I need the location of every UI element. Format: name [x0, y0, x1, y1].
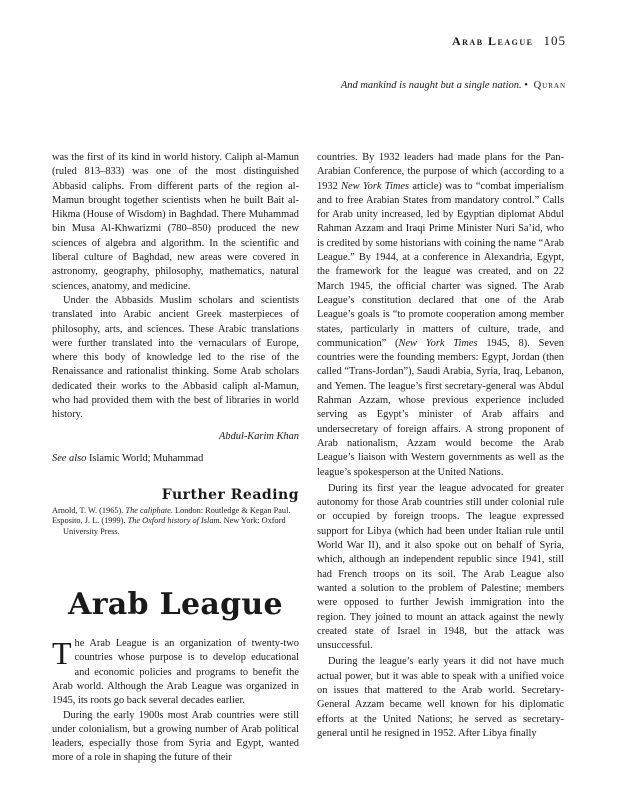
paragraph: Under the Abbasids Muslim scholars and scientists translated into Arabic ancient Greek masterpieces of philosophy, arts, and sciences. These Arabic translations were further translated into the vernaculars of Europe, where this body of knowledge led to the rise of the Renaissance and rationalist thinking. Some Arab scholars dedicated their works to the Abbasid caliph al-Mamun, who had provided them with the best of libraries in world history.	[52, 294, 299, 421]
drop-cap: T	[52, 635, 72, 672]
reference-item: Esposito, J. L. (1999). The Oxford history of Islam. New York: Oxford University Press.	[52, 516, 286, 536]
paragraph: During the early 1900s most Arab countries were still under colonialism, but a growing number of Arab political leaders, especially those from Syria and Egypt, wanted more of a role in shaping the future of their	[52, 709, 299, 764]
reference-list	[52, 506, 299, 538]
running-head: Arab League	[451, 34, 534, 48]
article-title: Arab League	[68, 587, 283, 623]
epigraph-source: Quran	[533, 80, 566, 91]
paragraph: During its first year the league advocated for greater autonomy for those Arab countries still under colonial rule or occupied by foreign troops. The league expressed support for Libya (which had been under Italian rule until World War II), and it also spoke out on behalf of Syria, which, although an independent republic since 1941, still had French troops on its soil. The Arab League also wanted a solution to the problem of Palestine; members were opposed to further Jewish immigration into the region. They joined to mount an attack against the newly created state of Israel in 1948, but the attack was unsuccessful.	[317, 482, 564, 652]
see-also	[52, 452, 299, 466]
page-number: 105	[543, 33, 566, 48]
right-column	[317, 151, 564, 743]
further-reading-heading: Further Reading	[161, 487, 299, 504]
left-column	[52, 151, 299, 766]
epigraph-quote: And mankind is naught but a single nation.	[340, 80, 522, 91]
reference-item: Arnold, T. W. (1965). The caliphate. London: Routledge & Kegan Paul.	[52, 505, 291, 515]
paragraph: was the first of its kind in world history. Caliph al-Mamun (ruled 813–833) was one of the most distinguished Abbasid caliphs. From different parts of the region al-Mamun brought together scientists when he built Bait al-Hikma (House of Wisdom) in Baghdad. There Muhammad bin Musa Al-Khwarizmi (780–850) produced the new sciences of algebra and algorithm. In the scientific and liberal culture of Baghdad, new areas were covered in astronomy, geography, philosophy, mathematics, natural sciences, anatomy, and medicine.	[52, 152, 299, 292]
lede-paragraph	[52, 637, 299, 708]
author-signature: Abdul-Karim Khan	[219, 430, 299, 442]
see-also-text: Islamic World; Muhammad	[88, 452, 204, 464]
paragraph: countries. By 1932 leaders had made plans for the Pan-Arabian Conference, the purpose of which (according to a 1932 New York Times article) was to “combat imperialism and to free Arabian States from mandatory control.” Calls for Arab unity increased, led by Egyptian diplomat Abdul Rahman Azzam and Iraqi Prime Minister Nuri Sa’id, who is credited by some historians with coining the name “Arab League.” By 1944, at a conference in Alexandria, Egypt, the framework for the league was created, and on 22 March 1945, the official charter was signed. The Arab League’s constitution declared that one of the Arab League’s goals is “to promote cooperation among member states, particularly in matters of culture, trade, and communication” (New York Times 1945, 8). Seven countries were the founding members: Egypt, Jordan (then called “Trans-Jordan”), Saudi Arabia, Syria, Iraq, Lebanon, and Yemen. The league’s first secretary-general was Abdul Rahman Azzam, whose previous experience included serving as Egypt’s minister of Arab affairs and undersecretary of foreign affairs. A strong proponent of Arab nationalism, Azzam would become the Arab League’s liaison with Western governments as well as the league’s spokesperson at the United Nations.	[317, 152, 564, 478]
running-header	[452, 33, 566, 49]
epigraph	[341, 80, 566, 91]
see-also-label: See also	[52, 452, 87, 464]
epigraph-bullet: •	[524, 80, 528, 91]
paragraph: During the league’s early years it did not have much actual power, but it was able to speak with a unified voice on issues that mattered to the Arab world. Secretary-General Azzam became well known for his diplomatic efforts at the United Nations; he served as secretary-general until he resigned in 1952. After Libya finally	[317, 656, 564, 739]
paragraph: he Arab League is an organization of twenty-two countries whose purpose is to develop educational and economic policies and programs to benefit the Arab world. Although the Arab League was organized in 1945, its roots go back several decades earlier.	[52, 638, 299, 707]
